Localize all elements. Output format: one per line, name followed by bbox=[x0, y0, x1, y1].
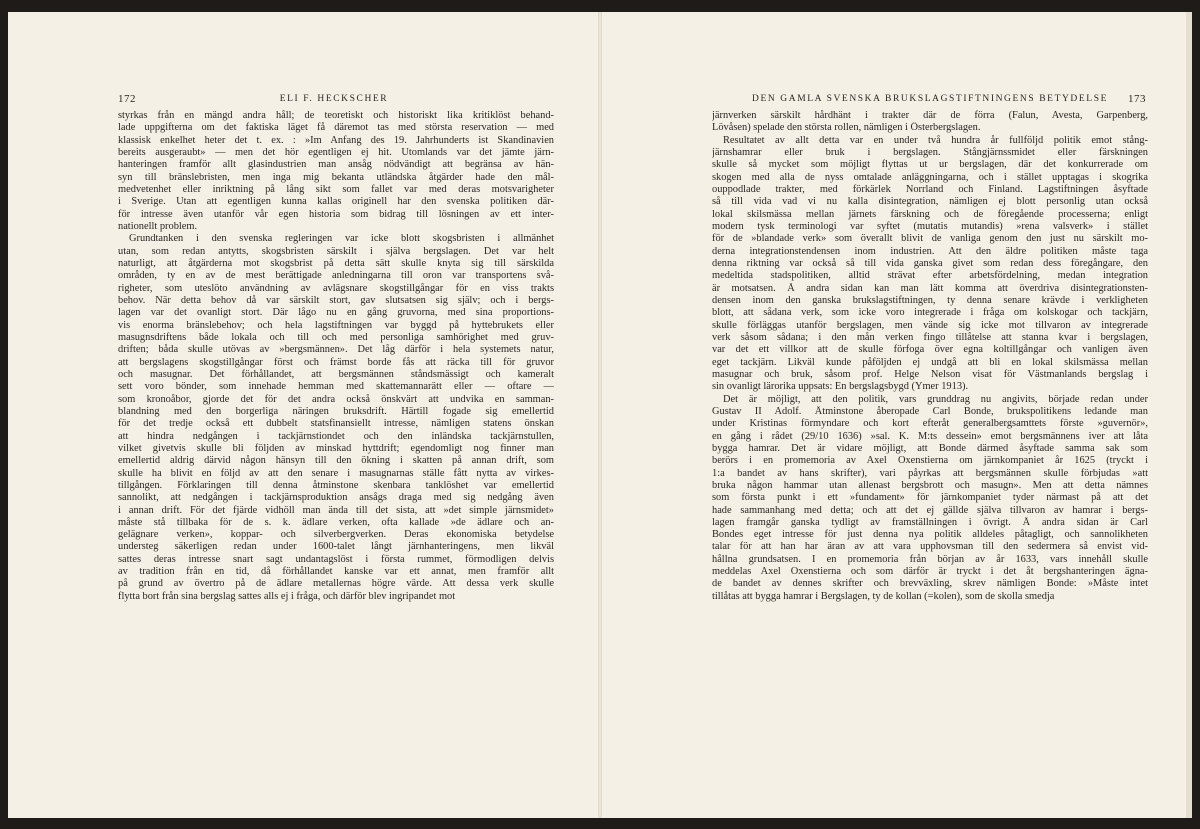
text-line: sannolikt, att nedgången i tackjärnsproduktion ansågs draga med sig nedgång även bbox=[118, 492, 554, 504]
text-line: sin ovanligt lärorika uppsats: En bergslagsbygd (Ymer 1913). bbox=[712, 381, 969, 393]
text-line: under Kristinas förmyndare och kort efteråt generalbergsamttets förste »guvernör», bbox=[712, 418, 1148, 430]
text-line: så till vida vad vi nu kalla disintegration, nämligen ej blott personlig utan också bbox=[712, 196, 1148, 208]
left-running-head bbox=[116, 92, 552, 106]
text-line: medeltida stadspolitiken, alltid strävat efter arbetsfördelning, medan integration bbox=[712, 270, 1148, 282]
text-line: måste stå tillbaka för de s. k. ädlare verken, ofta kallade »de ädlare och an- bbox=[118, 516, 554, 528]
text-line: att hindra nedgången i tackjärnstiondet och den inländska tackjärnstullen, bbox=[118, 430, 554, 442]
text-line: Grundtanken i den svenska regleringen var icke blott skogsbristen i allmänhet bbox=[129, 233, 554, 245]
text-line: gelägnare verken», koppar- och silverbergverken. Deras ekonomiska betydelse bbox=[118, 529, 554, 541]
text-line: sattes deras intresse snart sagt undantagslöst i första rummet, förmodligen delvis bbox=[118, 553, 554, 565]
text-line: på grund av övertro på de ädlare metallernas högre värde. Att dessa verk skulle bbox=[118, 578, 554, 590]
text-line: de bandet av dennes skrifter och brevväxling, skrev nämligen Bonde: »Måste intet bbox=[712, 578, 1148, 590]
text-line: densen inom den ganska brukslagstiftningen, ty denna senare krävde i verkligheten bbox=[712, 294, 1148, 306]
page-gutter bbox=[598, 12, 602, 818]
text-line: för de »blandade verk» som överallt blivit de vanliga genom den just nu särskilt mo- bbox=[712, 233, 1148, 245]
text-line: Bondes eget intresse för just denna nya politik alldeles påtagligt, och sannolikheten bbox=[712, 529, 1148, 541]
left-body-text bbox=[118, 110, 554, 603]
text-line: hade sammanhang med detta; och att det ej gällde själva tillvaron av hamrar i bergs- bbox=[712, 504, 1148, 516]
text-line: bruka någon hammar utan allenast bergsbrott och masugn». Men att detta nämnes bbox=[712, 479, 1148, 491]
text-line: flytta bort från sina bergslag sattes alls ej i fråga, och därför blev ingripandet mot bbox=[118, 590, 456, 602]
text-line: av tradition från en tid, då förhållandet kanske var ett annat, men framför allt bbox=[118, 566, 554, 578]
text-line: för det tredje också ett dubbelt statsfinansiellt intresse, nämligen statens önskan bbox=[118, 418, 554, 430]
text-line: understeg säkerligen redan under 1600-talet långt järnhanteringens, men likväl bbox=[118, 541, 554, 553]
text-line: lagen framgår ganska tydligt av framställningen i övrigt. Å andra sidan är Carl bbox=[712, 516, 1148, 528]
text-line: eget tackjärn. Likväl kunde påföljden ej undgå att bli en lokal skilsmässa mellan bbox=[712, 356, 1148, 368]
text-line: i annan drift. För det fjärde vidhöll man ända till det sista, att »det simple järnsmidet» bbox=[118, 504, 554, 516]
text-line: som första punkt i ett »fundament» för järnkompaniet tyder närmast på att det bbox=[712, 492, 1148, 504]
text-line: Lövåsen) spelade den största rollen, nämligen i Österbergslagen. bbox=[712, 122, 981, 134]
book-spread bbox=[8, 12, 1192, 818]
text-line: Gustav II Adolf. Åtminstone åberopade Carl Bonde, brukspolitikens ledande man bbox=[712, 405, 1148, 417]
text-line: vilket givetvis skulle bli följden av minskad hyttdrift; egendomligt nog finner man bbox=[118, 442, 554, 454]
text-line: vis enorma bränslebehov; och hela lagstiftningen var byggd på hyttebrukets eller bbox=[118, 319, 554, 331]
text-line: en gång i rådet (29/10 1636) »sal. K. M:ts dessein» emot bergsmännens iver att låta bbox=[712, 430, 1148, 442]
text-line: lokal skilsmässa mellan järnets färskning och de föregående processerna; enligt bbox=[712, 208, 1148, 220]
text-line: bereits ausgeraubt» — men det hör egentligen ej hit. Utomlands var det jämte järn- bbox=[118, 146, 554, 158]
text-line: masugnsdriftens både lokala och till och med personliga samhörighet med gruv- bbox=[118, 331, 554, 343]
text-line: driften; båda skulle utövas av »bergsmännen». Det låg därför i hela systemets natur, bbox=[118, 344, 554, 356]
text-line: syn till bränslebristen, men inga mig bekanta utländska åtgärder hade den mål- bbox=[118, 171, 554, 183]
text-line: skulle ha blivit en följd av att den senare i masugnarnas ställe fått nytta av virkes- bbox=[118, 467, 554, 479]
text-line: styrkas från en mängd andra håll; de teoretiskt och historiskt lika kritiklöst behand- bbox=[118, 110, 554, 121]
left-running-title: ELI F. HECKSCHER bbox=[279, 94, 389, 104]
text-line: järnverken särskilt hårdhänt i trakter där de förra (Falun, Avesta, Garpenberg, bbox=[712, 110, 1148, 121]
text-line: verk såsom sådana; i den mån verken fingo tillåtelse att stanna kvar i bergslagen, bbox=[712, 331, 1148, 343]
text-line: lade uppgifterna om det faktiska läget få däremot tas med största reservation — med bbox=[118, 122, 554, 134]
text-line: tillåtas att bygga hamrar i Bergslagen, ty de kollan (=kolen), som de skolla smedja bbox=[712, 590, 1055, 602]
text-line: berörs i en promemoria av Axel Oxenstierna om järnkompaniet år 1625 (tryckt i bbox=[712, 455, 1148, 467]
page-edge bbox=[1186, 12, 1192, 818]
text-line: områden, ty en av de mest berättigade anledningarna till oron var transportens svå- bbox=[118, 270, 554, 282]
text-line: att bergslagens skogstillgångar först och främst borde fås att räcka till för gruvor bbox=[118, 356, 554, 368]
right-page bbox=[600, 12, 1192, 818]
text-line: nationellt problem. bbox=[118, 220, 198, 232]
text-line: modern tysk terminologi var syftet (mutatis mutandis) »rena valsverk» i stället bbox=[712, 220, 1148, 232]
text-line: hanteringen framför allt glasindustrien man ansåg nödvändigt att begränsa av hän- bbox=[118, 159, 554, 171]
text-line: righeter, som uteslöto användning av avlägsnare skogstillgångar för en viss trakts bbox=[118, 282, 554, 294]
right-body-text bbox=[712, 110, 1148, 603]
text-line: är motsatsen. Å andra sidan kan man lätt komma att överdriva disintegrationsten- bbox=[712, 282, 1148, 294]
text-line: masugnar och bruk, såsom prof. Helge Nelson visat för Västmanlands bergslag i bbox=[712, 368, 1148, 380]
text-line: bygga hamrar. Det är vidare möjligt, att Bonde därmed åsyftade samma sak som bbox=[712, 442, 1148, 454]
text-line: Det är möjligt, att den politik, vars grunddrag nu angivits, började redan under bbox=[723, 393, 1148, 405]
text-line: behov. När detta behov då var särskilt stort, gav slutsatsen sig själv; och i bergs- bbox=[118, 294, 554, 306]
left-page bbox=[8, 12, 600, 818]
text-line: och masugnar. Det förhållandet, att bergsmännen ståndsmässigt och kameralt bbox=[118, 368, 554, 380]
right-page-number: 173 bbox=[1128, 93, 1146, 105]
text-line: naturligt, att åtgärderna mot skogsbrist på detta sätt skulle knyta sig till särskilda bbox=[118, 257, 554, 269]
text-line: som kronoåbor, gjorde det för det andra också önskvärt att undvika en samman- bbox=[118, 393, 554, 405]
text-line: lagen var det ovanligt stort. Där lågo nu en gång gruvorna, med sina proportions- bbox=[118, 307, 554, 319]
text-line: hållna grundsatsen. I en promemoria från början av år 1633, vars innehåll skulle bbox=[712, 553, 1148, 565]
text-line: klassisk enkelhet heter det t. ex. : »Im Anfang des 19. Jahrhunderts ist Skandinavien bbox=[118, 134, 554, 146]
text-line: emellertid aldrig därvid någon hänsyn till den ökning i skatten på annan drift, som bbox=[118, 455, 554, 467]
text-line: tillgången. Förklaringen till denna åtminstone skenbara tanklöshet var emellertid bbox=[118, 479, 554, 491]
text-line: denna riktning var också så till vida ganska givet som redan dess föregångare, den bbox=[712, 257, 1148, 269]
text-line: järnshamrar eller bruk i bergslagen. Stångjärnssmidet eller färskningen bbox=[712, 146, 1148, 158]
text-line: Resultatet av allt detta var en under två hundra år fullföljd politik emot stång- bbox=[723, 134, 1148, 146]
text-line: var det ett villkor att de skulle förfoga över egna koltillgångar och vanligen även bbox=[712, 344, 1148, 356]
right-running-title: DEN GAMLA SVENSKA BRUKSLAGSTIFTNINGENS BETYDELSE bbox=[751, 94, 1108, 104]
text-line: utan, som redan antytts, skogsbristen särskilt i själva bergslagen. Det var helt bbox=[118, 245, 554, 257]
text-line: skulle så mycket som möjligt flyttas ut ur bergslagen, där det konkurrerade om bbox=[712, 159, 1148, 171]
text-line: ouppodlade trakter, med förkärlek Norrland och Finland. Lagstiftningen åsyftade bbox=[712, 183, 1148, 195]
left-page-number: 172 bbox=[118, 93, 136, 105]
text-line: derna integrationstendensen inom industrien. Att den äldre politiken måste taga bbox=[712, 245, 1148, 257]
text-line: talar för att han har äran av att vara upphovsman till den sedermera så envist vid- bbox=[712, 541, 1148, 553]
text-line: i Sverige. Utan att egentligen kunna kallas originell har den svenska politiken där- bbox=[118, 196, 554, 208]
text-line: för intresse även utanför vår egen historia som bidrag till lösningen av ett inter- bbox=[118, 208, 554, 220]
text-line: 1:a bandet av hans skrifter), vari påyrkas att bergsmännen skulle förbjudas »att bbox=[712, 467, 1148, 479]
text-line: sett voro bönder, som innehade hemman med skattemannarätt eller — oftare — bbox=[118, 381, 554, 393]
text-line: meddelas Axel Oxenstierna och som därför är tryckt i det åt bergshanteringen ägna- bbox=[712, 566, 1148, 578]
right-running-head bbox=[712, 92, 1148, 106]
text-line: blott, att sådana verk, som icke voro integrerade i fråga om kolskogar och tackjärn, bbox=[712, 307, 1148, 319]
text-line: skogen med alla de nyss omtalade anläggningarna, och i stället upptagas i skogrika bbox=[712, 171, 1148, 183]
text-line: medvetenhet eller inriktning på lång sikt som fallet var med deras motsvarigheter bbox=[118, 183, 554, 195]
text-line: skulle förläggas utanför bergslagen, men vände sig icke mot tillvaron av integrerade bbox=[712, 319, 1148, 331]
text-line: blandning med den borgerliga näringen bruksdrift. Härtill fogade sig emellertid bbox=[118, 405, 554, 417]
